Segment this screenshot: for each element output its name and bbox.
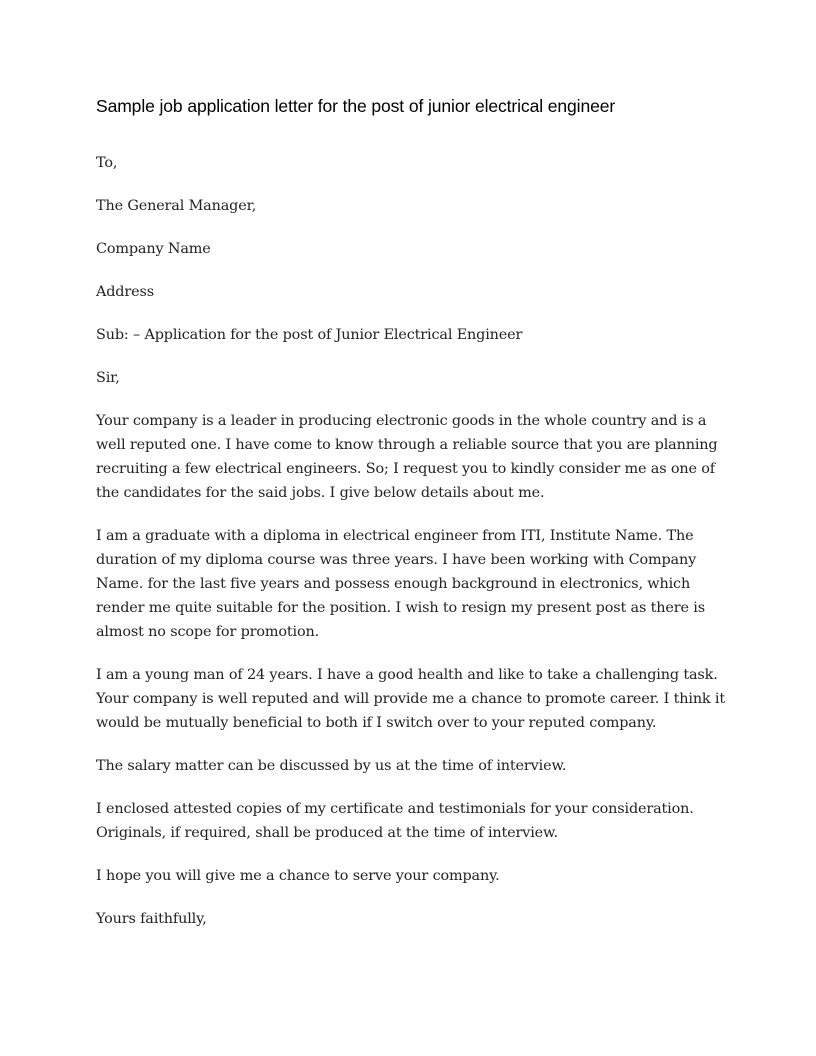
salutation-to: To,: [96, 155, 118, 171]
paragraph-line: I am a young man of 24 years. I have a good health and like to take a challenging task.: [96, 667, 718, 683]
paragraph-hope: [96, 864, 726, 888]
paragraph-line: almost no scope for promotion.: [96, 624, 320, 640]
document-title: Sample job application letter for the post of junior electrical engineer: [96, 96, 616, 116]
paragraph-line: would be mutually beneficial to both if I switch over to your reputed company.: [96, 715, 657, 731]
paragraph-line: Originals, if required, shall be produced at the time of interview.: [96, 825, 558, 841]
paragraph-line: I hope you will give me a chance to serve your company.: [96, 868, 500, 884]
paragraph-salary: [96, 754, 726, 778]
recipient-line: The General Manager,: [96, 198, 257, 214]
paragraph-enclosures: [96, 797, 726, 845]
company-name-line: Company Name: [96, 241, 211, 257]
address-line: Address: [96, 284, 154, 300]
paragraph-line: recruiting a few electrical engineers. So; I request you to kindly consider me as one of: [96, 461, 715, 477]
paragraph-line: the candidates for the said jobs. I give below details about me.: [96, 485, 545, 501]
paragraph-line: well reputed one. I have come to know through a reliable source that you are planning: [96, 437, 718, 453]
paragraph-line: render me quite suitable for the position. I wish to resign my present post as there is: [96, 600, 705, 616]
paragraph-line: Name. for the last five years and possess enough background in electronics, which: [96, 576, 691, 592]
paragraph-line: I am a graduate with a diploma in electrical engineer from ITI, Institute Name. The: [96, 528, 694, 544]
paragraph-qualifications: [96, 524, 726, 644]
paragraph-personal: [96, 663, 726, 735]
paragraph-line: I enclosed attested copies of my certificate and testimonials for your consideration.: [96, 801, 694, 817]
paragraph-intro: [96, 409, 726, 505]
closing-line: Yours faithfully,: [96, 911, 207, 927]
paragraph-line: Your company is well reputed and will provide me a chance to promote career. I think it: [96, 691, 726, 707]
paragraph-line: Your company is a leader in producing electronic goods in the whole country and is a: [96, 413, 707, 429]
subject-line: Sub: – Application for the post of Junior Electrical Engineer: [96, 327, 523, 343]
letter-page: [96, 92, 726, 931]
greeting-line: Sir,: [96, 370, 120, 386]
paragraph-line: duration of my diploma course was three years. I have been working with Company: [96, 552, 697, 568]
paragraph-line: The salary matter can be discussed by us at the time of interview.: [96, 758, 567, 774]
